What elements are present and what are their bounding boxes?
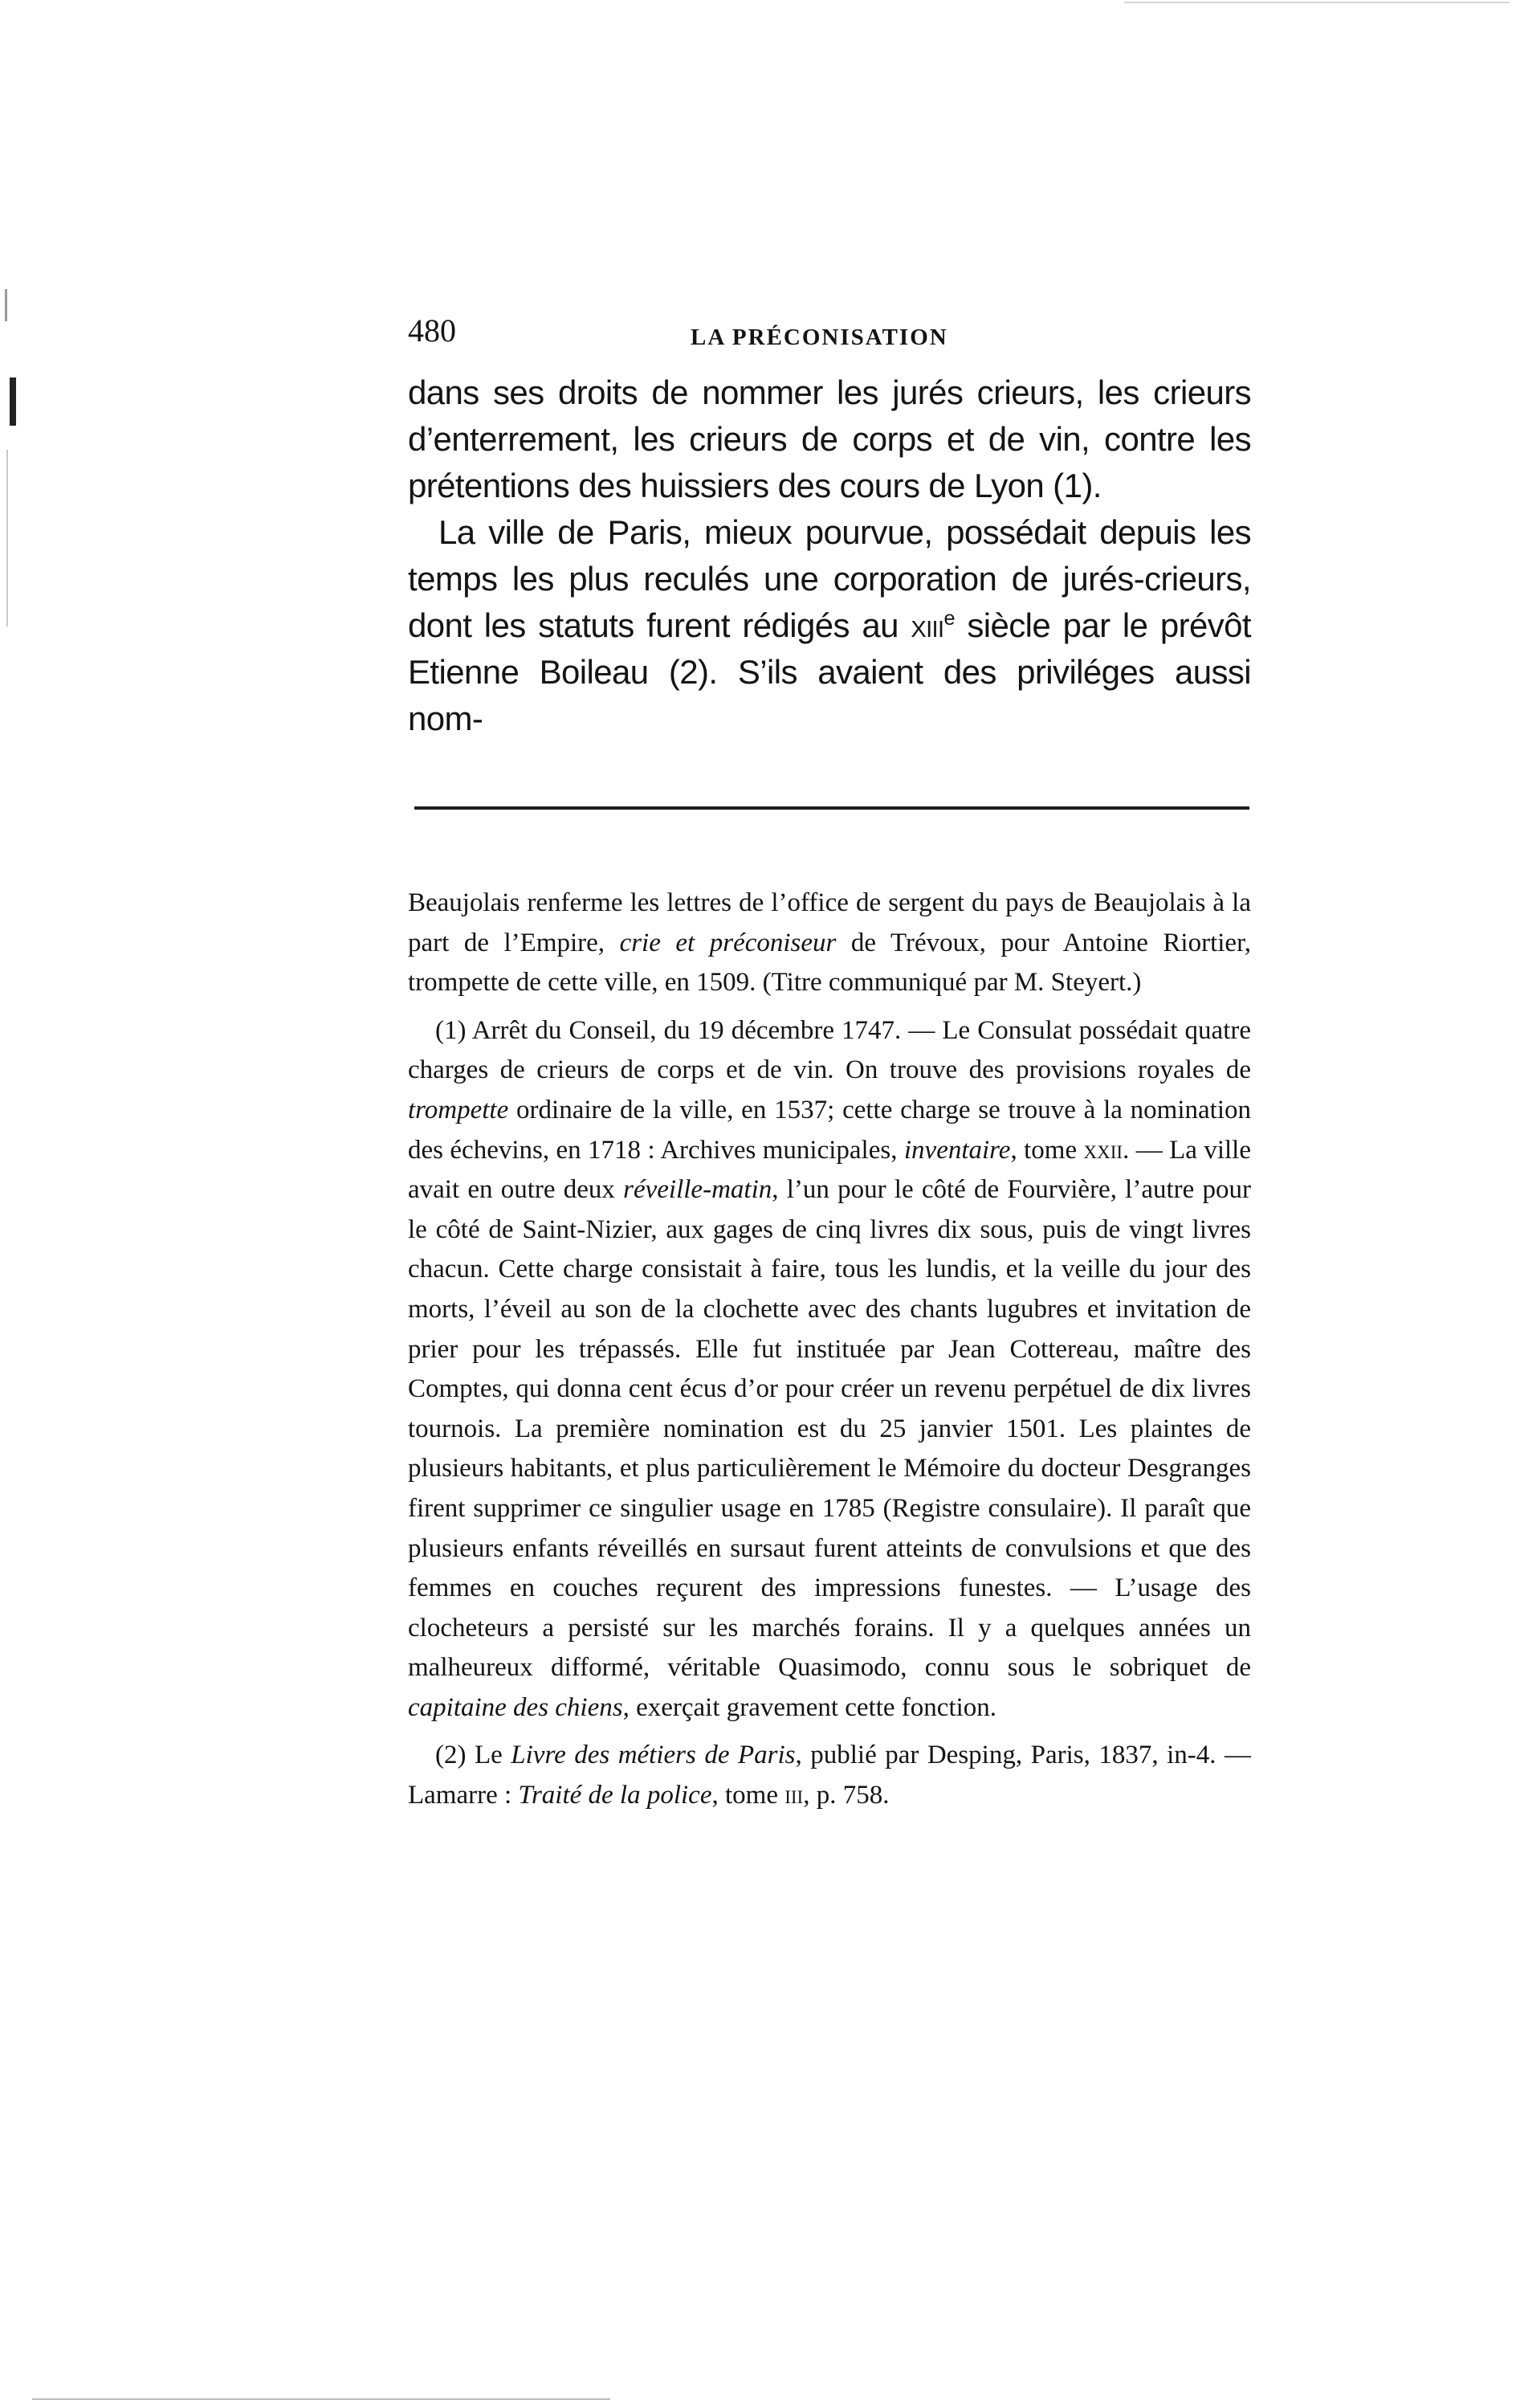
- scan-edge-mark: [6, 450, 8, 626]
- footnote-emphasis: inventaire: [903, 1135, 1011, 1165]
- running-title: LA PRÉCONISATION: [691, 324, 948, 350]
- scan-bottom-mark: [32, 2398, 610, 2400]
- main-text: [408, 369, 1251, 742]
- footnote-emphasis: réveille-matin: [623, 1175, 772, 1205]
- scan-top-mark: [1124, 2, 1510, 3]
- body-paragraph: [408, 369, 1251, 509]
- footnote-emphasis: Traité de la police: [518, 1781, 712, 1810]
- footnote-emphasis: crie et préconiseur: [619, 928, 837, 957]
- body-paragraph: [408, 509, 1251, 742]
- footnote-emphasis: capitaine des chiens: [408, 1692, 623, 1722]
- footnote-text: ordinaire de la ville, en 1537; cette charge se trouve à la nomination des échevins, en 1718 : Archives municipales,: [408, 1095, 1251, 1165]
- scan-edge-mark: [10, 378, 16, 426]
- page-content: [408, 312, 1252, 1824]
- footnote-text: de Trévoux, pour Antoine Riortier, trompette de cette ville, en 1509. (Titre communiqué par M. Steyert.): [408, 928, 1251, 998]
- footnote-text: , l’un pour le côté de Fourvière, l’autre pour le côté de Saint-Nizier, aux gages de cinq livres dix sous, puis de vingt livres chacun. Cette charge consistait à faire, tous les lundis, et la veille du jour des morts, l’éveil au son de la clochette avec des chants lugubres et invitation de prier pour les trépassés. Elle fut instituée par Jean Cottereau, maître des Comptes, qui donna cent écus d’or pour créer un revenu perpétuel de dix livres tournois. La première nomination est du 25 janvier 1501. Les plaintes de plusieurs habitants, et plus particulièrement le Mémoire du docteur Desgranges firent supprimer ce singulier usage en 1785 (Registre consulaire). Il paraît que plusieurs enfants réveillés en sursaut furent atteints de convulsions et que des femmes en couches reçurent des impressions funestes. — L’usage des clocheteurs a persisté sur les marchés forains. Il y a quelques années un malheureux difformé, véritable Quasimodo, connu sous le sobriquet de: [408, 1175, 1252, 1683]
- footnote-text: (2) Le: [435, 1741, 511, 1770]
- footnote-2: [408, 1736, 1251, 1815]
- body-paragraph-text: dans ses droits de nommer les jurés crieurs, les crieurs d’enterrement, les crieurs de corps et de vin, contre les prétentions des huissiers des cours de Lyon (1).: [408, 373, 1251, 504]
- footnote-divider: [414, 806, 1249, 810]
- body-paragraph-text: siècle par le prévôt Etienne Boileau (2). S’ils avaient des priviléges aussi nom-: [408, 606, 1251, 737]
- footnote-text: . — La ville avait en outre deux: [408, 1135, 1251, 1205]
- page-number: 480: [408, 312, 456, 349]
- footnote-text: (1) Arrêt du Conseil, du 19 décembre 1747. — Le Consulat possédait quatre charges de crieurs de corps et de vin. On trouve des provisions royales de: [408, 1015, 1251, 1085]
- running-head: [408, 312, 1251, 363]
- footnote-text: , publié par Desping, Paris, 1837, in-4. — Lamarre :: [408, 1741, 1251, 1810]
- century-numeral: xiii: [911, 606, 944, 644]
- ordinal-superscript: e: [943, 607, 955, 630]
- footnote-text: , tome: [1010, 1135, 1084, 1165]
- body-paragraph-text: La ville de Paris, mieux pourvue, possédait depuis les temps les plus reculés une corporation de jurés-crieurs, dont les statuts furent rédigés au: [408, 513, 1251, 644]
- scan-edge-mark: [5, 289, 7, 321]
- footnote-text: , tome: [711, 1781, 785, 1810]
- footnotes: [408, 884, 1251, 1816]
- footnote-text: Beaujolais renferme les lettres de l’office de sergent du pays de Beaujolais à la part de l’Empire,: [408, 888, 1251, 957]
- tome-numeral: iii: [784, 1781, 804, 1810]
- tome-numeral: xxii: [1083, 1135, 1123, 1165]
- footnote-text: , p. 758.: [803, 1781, 890, 1810]
- footnote-emphasis: Livre des métiers de Paris: [511, 1741, 796, 1770]
- footnote-continuation: [408, 884, 1251, 1003]
- footnote-text: , exerçait gravement cette fonction.: [622, 1692, 997, 1722]
- footnote-1: [408, 1011, 1251, 1728]
- footnote-emphasis: trompette: [408, 1095, 509, 1124]
